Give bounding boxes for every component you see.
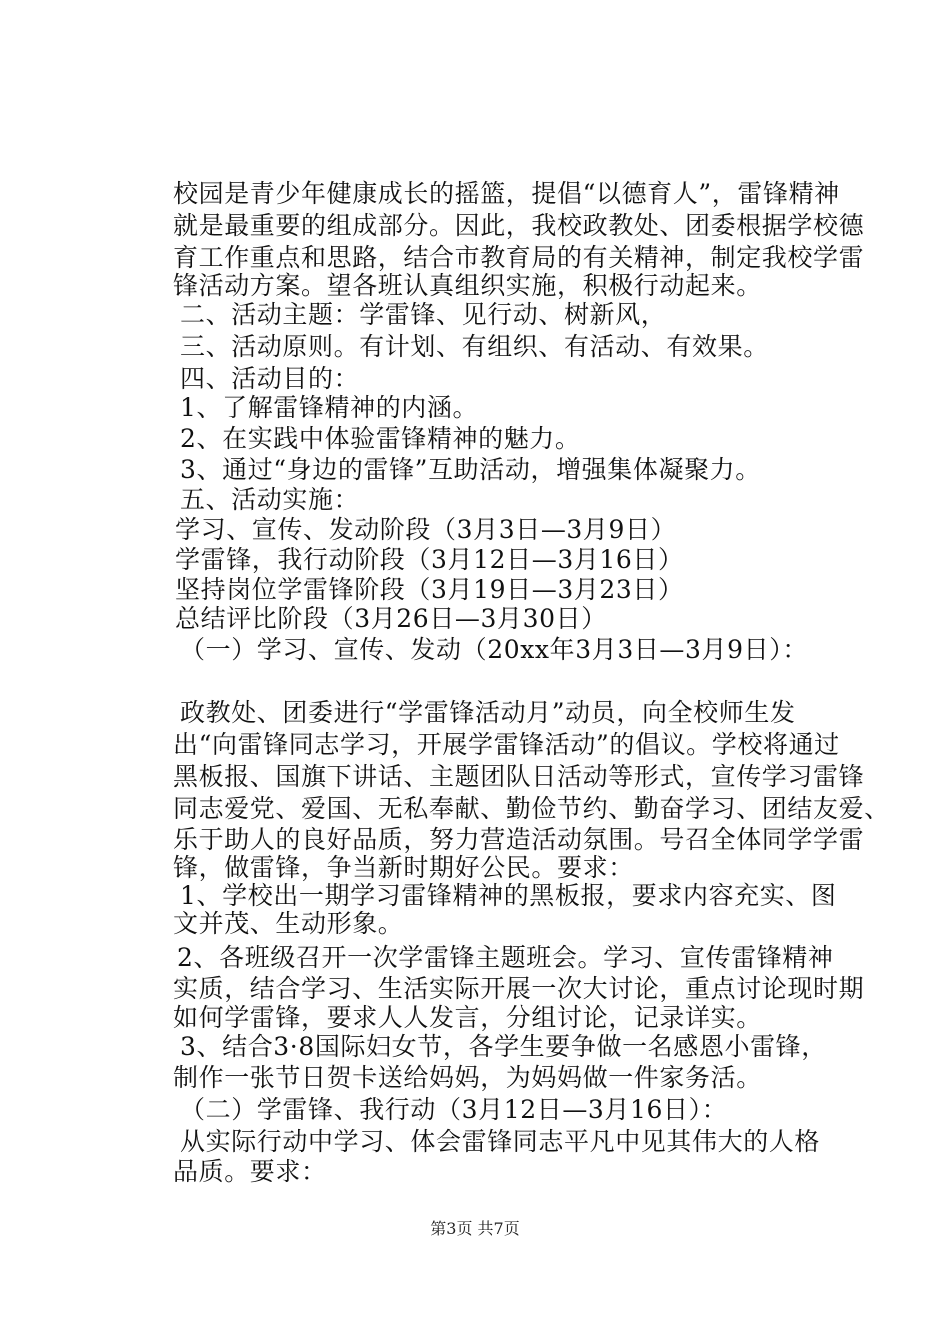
text-line: 学习、宣传、发动阶段（3月3日—3月9日）: [175, 515, 677, 544]
text-line: 2、各班级召开一次学雷锋主题班会。学习、宣传雷锋精神: [177, 943, 834, 972]
text-line: 锋，做雷锋，争当新时期好公民。要求：: [173, 853, 634, 882]
text-line: 总结评比阶段（3月26日—3月30日）: [175, 604, 607, 633]
text-line: 黑板报、国旗下讲话、主题团队日活动等形式，宣传学习雷锋: [173, 762, 865, 791]
text-line: 如何学雷锋，要求人人发言，分组讨论，记录详实。: [173, 1003, 762, 1032]
text-line: 制作一张节日贺卡送给妈妈，为妈妈做一件家务活。: [173, 1063, 762, 1092]
text-line: 就是最重要的组成部分。因此，我校政教处、团委根据学校德: [173, 211, 865, 240]
text-line: 1、了解雷锋精神的内涵。: [180, 393, 479, 422]
text-line: 同志爱党、爱国、无私奉献、勤俭节约、勤奋学习、团结友爱、: [173, 794, 890, 823]
text-line: 出“向雷锋同志学习，开展学雷锋活动”的倡议。学校将通过: [173, 730, 840, 759]
text-line: 坚持岗位学雷锋阶段（3月19日—3月23日）: [175, 575, 684, 604]
text-line: 政教处、团委进行“学雷锋活动月”动员，向全校师生发: [180, 698, 796, 727]
text-line: （一）学习、宣传、发动（20xx年3月3日—3月9日）：: [180, 635, 808, 664]
text-line: 3、通过“身边的雷锋”互助活动，增强集体凝聚力。: [180, 455, 761, 484]
page-number-footer: 第3页 共7页: [430, 1219, 520, 1238]
text-line: 二、活动主题：学雷锋、见行动、树新风，: [180, 300, 667, 329]
text-line: 1、学校出一期学习雷锋精神的黑板报，要求内容充实、图: [180, 881, 837, 910]
text-line: 2、在实践中体验雷锋精神的魅力。: [180, 424, 581, 453]
text-line: 学雷锋，我行动阶段（3月12日—3月16日）: [175, 545, 684, 574]
text-line: 四、活动目的：: [180, 364, 360, 393]
text-line: 育工作重点和思路，结合市教育局的有关精神，制定我校学雷: [173, 243, 865, 272]
text-line: 三、活动原则。有计划、有组织、有活动、有效果。: [180, 332, 769, 361]
text-line: 品质。要求：: [173, 1157, 327, 1186]
text-line: 实质，结合学习、生活实际开展一次大讨论，重点讨论现时期: [173, 974, 865, 1003]
text-line: 五、活动实施：: [180, 485, 360, 514]
text-line: 3、结合3·8国际妇女节，各学生要争做一名感恩小雷锋，: [180, 1032, 827, 1061]
text-line: 校园是青少年健康成长的摇篮，提倡“以德育人”，雷锋精神: [173, 179, 840, 208]
text-line: 从实际行动中学习、体会雷锋同志平凡中见其伟大的人格: [180, 1127, 821, 1156]
text-line: 乐于助人的良好品质，努力营造活动氛围。号召全体同学学雷: [173, 825, 865, 854]
text-line: 文并茂、生动形象。: [173, 909, 404, 938]
text-line: （二）学雷锋、我行动（3月12日—3月16日）：: [180, 1095, 728, 1124]
text-line: 锋活动方案。望各班认真组织实施，积极行动起来。: [173, 271, 762, 300]
